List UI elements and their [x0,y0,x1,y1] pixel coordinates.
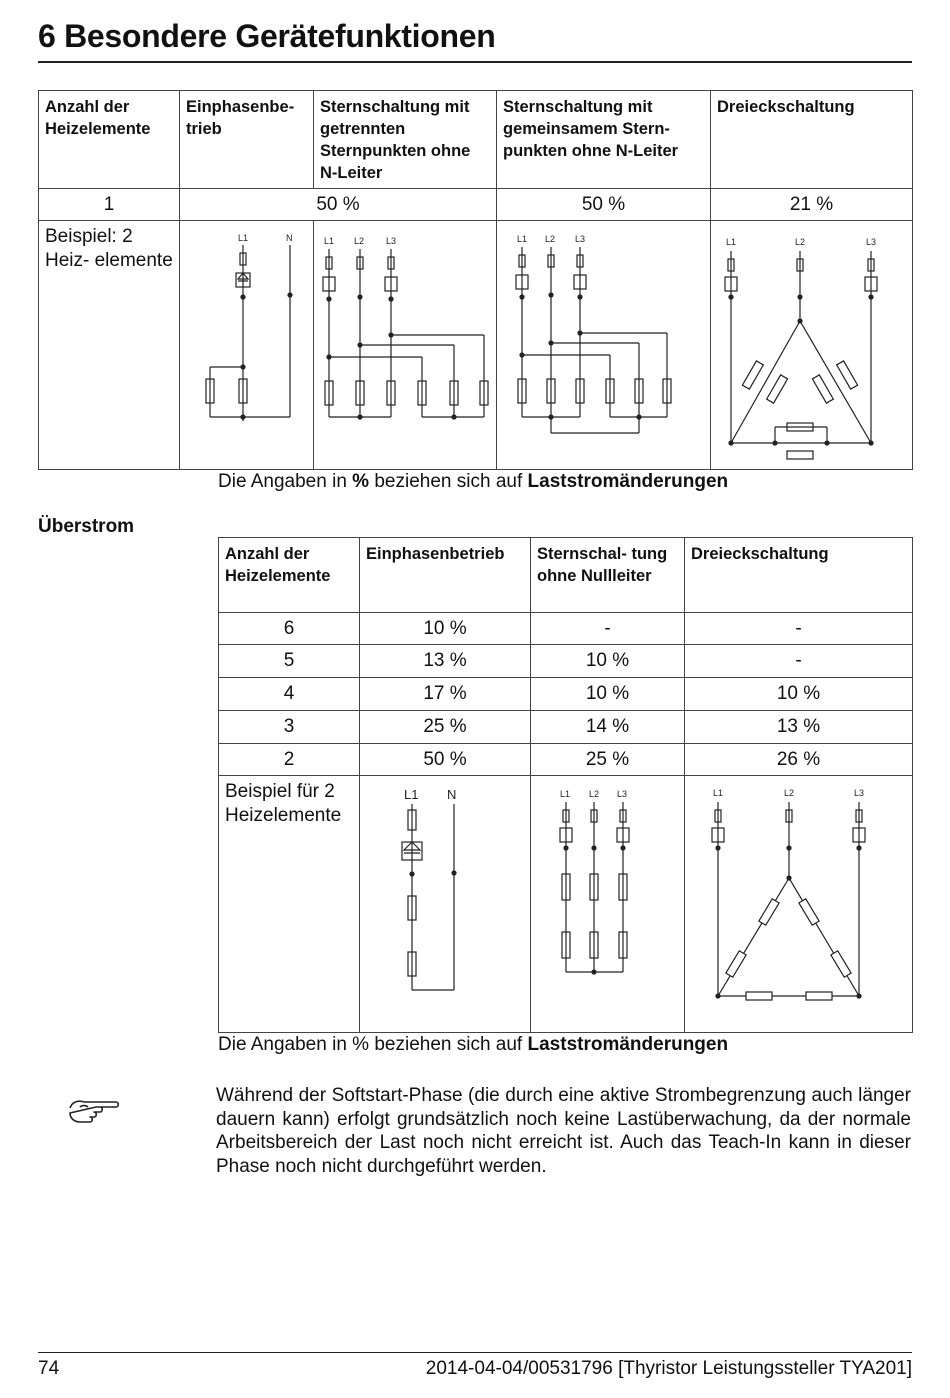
header-star-separate: Sternschaltung mit getrennten Sternpunkten ohne N-Leiter [314,91,497,189]
note1-bold-end: Laststromänderungen [527,471,729,492]
table-row [219,613,913,645]
cell-star: 10 % [531,645,685,678]
cell-single-phase: 25 % [360,711,531,744]
note-load-current-1 [218,470,728,494]
table-row [219,678,913,711]
cell-delta: 21 % [711,189,913,221]
label-n: N [286,233,293,243]
overcurrent-table [218,537,913,1033]
cell-delta: 10 % [685,678,913,711]
label-n: N [447,787,457,802]
star-common-diagram [497,221,711,470]
note2-text: Die Angaben in % beziehen sich auf [218,1034,523,1055]
label-l3: L3 [386,236,397,246]
label-l3: L3 [617,789,628,799]
header-count: Anzahl der Heizelemente [219,538,360,613]
delta-diagram-2 [685,776,913,1033]
label-l2: L2 [795,237,806,247]
cell-count: 2 [219,744,360,776]
table-row [219,711,913,744]
cell-single-star: 50 % [180,189,497,221]
header-star-no-neutral: Sternschal- tung ohne Nullleiter [531,538,685,613]
page-number: 74 [38,1358,60,1379]
single-phase-diagram [180,221,314,470]
cell-delta: 26 % [685,744,913,776]
note2-bold-end: Laststromänderungen [527,1034,729,1055]
cell-star: 14 % [531,711,685,744]
star-separate-diagram [314,221,497,470]
example-label: Beispiel: 2 Heiz- elemente [39,221,180,470]
label-l3: L3 [575,234,586,244]
cell-delta: - [685,613,913,645]
cell-star: - [531,613,685,645]
footer-divider [38,1352,912,1353]
cell-delta: - [685,645,913,678]
cell-single-phase: 13 % [360,645,531,678]
cell-count: 4 [219,678,360,711]
cell-delta: 13 % [685,711,913,744]
label-l1: L1 [324,236,335,246]
label-l3: L3 [866,237,877,247]
cell-count: 6 [219,613,360,645]
cell-star: 10 % [531,678,685,711]
note-load-current-2 [218,1033,728,1057]
document-reference: 2014-04-04/00531796 [Thyristor Leistungssteller TYA201] [425,1358,912,1379]
table-row [219,645,913,678]
header-count: Anzahl der Heizelemente [39,91,180,189]
label-l3: L3 [854,788,865,798]
single-phase-diagram-2 [360,776,531,1033]
label-l1: L1 [560,789,571,799]
star-no-neutral-diagram [531,776,685,1033]
cell-count: 3 [219,711,360,744]
label-l1: L1 [404,787,419,802]
page-title: 6 Besondere Gerätefunktionen [38,18,496,54]
label-l1: L1 [517,234,528,244]
label-l1: L1 [726,237,737,247]
label-l2: L2 [589,789,600,799]
note1-mid: beziehen sich auf [374,471,523,492]
header-star-common: Sternschaltung mit gemeinsamem Stern- punkten ohne N-Leiter [497,91,711,189]
pointing-hand-icon [66,1094,120,1128]
note1-prefix: Die Angaben in [218,471,347,492]
cell-single-phase: 17 % [360,678,531,711]
header-single-phase: Einphasenbe- trieb [180,91,314,189]
cell-star-common: 50 % [497,189,711,221]
cell-single-phase: 50 % [360,744,531,776]
label-l2: L2 [545,234,556,244]
header-single-phase: Einphasenbetrieb [360,538,531,613]
label-l1: L1 [713,788,724,798]
section-overcurrent: Überstrom [38,516,135,537]
label-l2: L2 [784,788,795,798]
title-divider [38,61,912,63]
load-current-table [38,90,913,470]
table-row [219,744,913,776]
softstart-hint-text: Während der Softstart-Phase (die durch eine aktive Strombegrenzung auch länger dauern kann) erfolgt grundsätzlich noch keine Lastüberwachung, da der normale Arbeitsbereich der Last noch nicht erreicht ist. Auch das Teach-In kann in dieser Phase noch nicht durchgeführt werden. [216,1085,911,1177]
cell-count: 5 [219,645,360,678]
cell-count: 1 [39,189,180,221]
delta-diagram [711,221,913,470]
header-delta: Dreieckschaltung [685,538,913,613]
cell-single-phase: 10 % [360,613,531,645]
note1-percent: % [352,471,370,492]
label-l2: L2 [354,236,365,246]
label-l1: L1 [238,233,249,243]
example-label: Beispiel für 2 Heizelemente [219,776,360,1033]
cell-star: 25 % [531,744,685,776]
header-delta: Dreieckschaltung [711,91,913,189]
